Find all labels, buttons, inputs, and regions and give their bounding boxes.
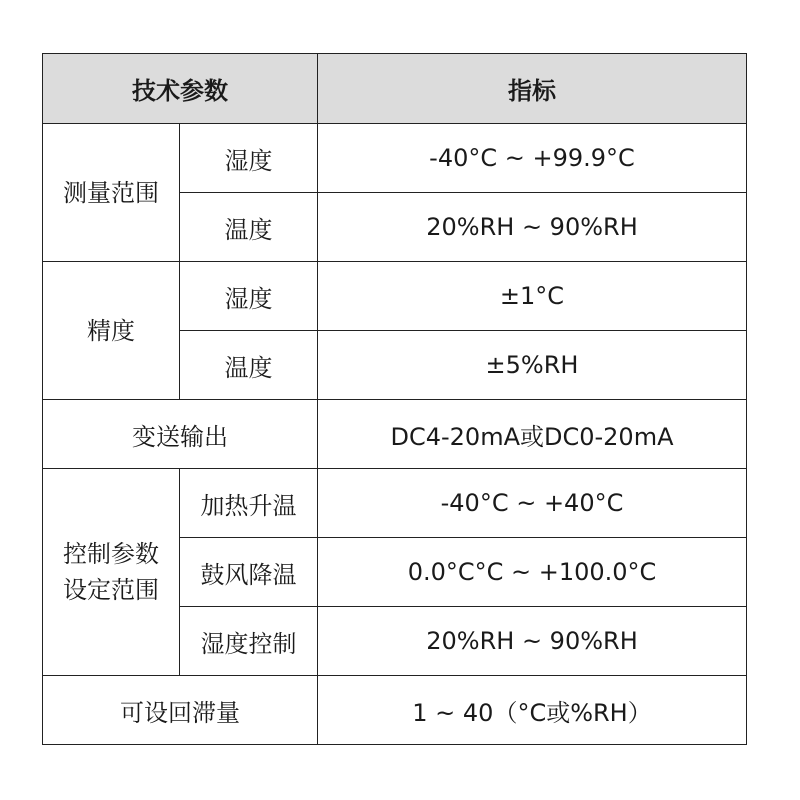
table-row	[43, 262, 747, 331]
output-label: 变送输出	[43, 400, 318, 469]
spec-table	[42, 53, 747, 745]
table-header-row	[43, 54, 747, 124]
accuracy-humidity-value: ±1°C	[318, 262, 747, 331]
range-group-label: 测量范围	[43, 124, 180, 262]
control-fan-label: 鼓风降温	[180, 538, 318, 607]
table-row	[43, 400, 747, 469]
control-heating-value: -40°C ~ +40°C	[318, 469, 747, 538]
accuracy-temperature-value: ±5%RH	[318, 331, 747, 400]
control-heating-label: 加热升温	[180, 469, 318, 538]
control-humidity-value: 20%RH ~ 90%RH	[318, 607, 747, 676]
range-temperature-label: 温度	[180, 193, 318, 262]
control-group-line2: 设定范围	[63, 576, 159, 604]
range-humidity-value: -40°C ~ +99.9°C	[318, 124, 747, 193]
hysteresis-value: 1 ~ 40（°C或%RH）	[318, 676, 747, 745]
accuracy-temperature-label: 温度	[180, 331, 318, 400]
header-value: 指标	[318, 54, 747, 124]
accuracy-group-label: 精度	[43, 262, 180, 400]
range-temperature-value: 20%RH ~ 90%RH	[318, 193, 747, 262]
range-humidity-label: 湿度	[180, 124, 318, 193]
output-value: DC4-20mA或DC0-20mA	[318, 400, 747, 469]
control-fan-value: 0.0°C°C ~ +100.0°C	[318, 538, 747, 607]
accuracy-humidity-label: 湿度	[180, 262, 318, 331]
hysteresis-label: 可设回滞量	[43, 676, 318, 745]
control-humidity-label: 湿度控制	[180, 607, 318, 676]
control-group-line1: 控制参数	[63, 540, 159, 568]
control-group-label	[43, 469, 180, 676]
table-row	[43, 469, 747, 538]
header-param: 技术参数	[43, 54, 318, 124]
table-row	[43, 676, 747, 745]
table-row	[43, 124, 747, 193]
